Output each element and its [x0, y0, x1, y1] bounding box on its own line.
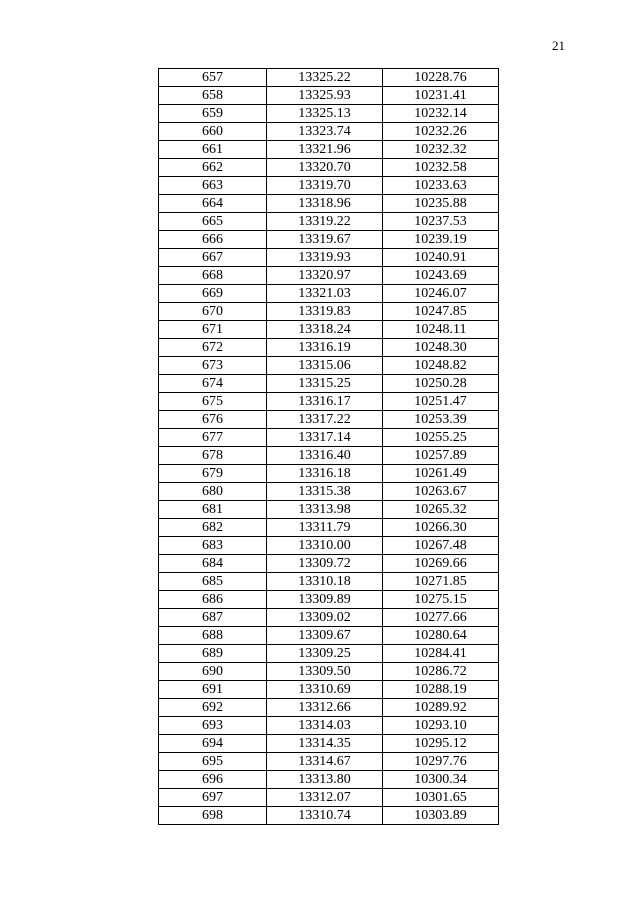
- y-coordinate-cell: 10232.32: [383, 141, 499, 159]
- table-row: [159, 177, 499, 195]
- x-coordinate-cell: 13325.93: [267, 87, 383, 105]
- point-number-cell: 681: [159, 501, 267, 519]
- x-coordinate-cell: 13325.22: [267, 69, 383, 87]
- table-row: [159, 573, 499, 591]
- point-number-cell: 684: [159, 555, 267, 573]
- point-number-cell: 692: [159, 699, 267, 717]
- table-row: [159, 141, 499, 159]
- x-coordinate-cell: 13314.67: [267, 753, 383, 771]
- table-row: [159, 411, 499, 429]
- x-coordinate-cell: 13309.25: [267, 645, 383, 663]
- y-coordinate-cell: 10266.30: [383, 519, 499, 537]
- point-number-cell: 682: [159, 519, 267, 537]
- table-row: [159, 375, 499, 393]
- point-number-cell: 674: [159, 375, 267, 393]
- y-coordinate-cell: 10301.65: [383, 789, 499, 807]
- point-number-cell: 693: [159, 717, 267, 735]
- y-coordinate-cell: 10231.41: [383, 87, 499, 105]
- y-coordinate-cell: 10297.76: [383, 753, 499, 771]
- table-row: [159, 699, 499, 717]
- x-coordinate-cell: 13316.40: [267, 447, 383, 465]
- table-row: [159, 69, 499, 87]
- point-number-cell: 687: [159, 609, 267, 627]
- x-coordinate-cell: 13319.22: [267, 213, 383, 231]
- point-number-cell: 690: [159, 663, 267, 681]
- table-row: [159, 645, 499, 663]
- x-coordinate-cell: 13323.74: [267, 123, 383, 141]
- x-coordinate-cell: 13310.69: [267, 681, 383, 699]
- x-coordinate-cell: 13317.14: [267, 429, 383, 447]
- point-number-cell: 665: [159, 213, 267, 231]
- y-coordinate-cell: 10257.89: [383, 447, 499, 465]
- y-coordinate-cell: 10235.88: [383, 195, 499, 213]
- point-number-cell: 695: [159, 753, 267, 771]
- table-row: [159, 339, 499, 357]
- point-number-cell: 686: [159, 591, 267, 609]
- point-number-cell: 662: [159, 159, 267, 177]
- point-number-cell: 660: [159, 123, 267, 141]
- table-row: [159, 483, 499, 501]
- y-coordinate-cell: 10248.30: [383, 339, 499, 357]
- y-coordinate-cell: 10233.63: [383, 177, 499, 195]
- y-coordinate-cell: 10232.14: [383, 105, 499, 123]
- y-coordinate-cell: 10248.82: [383, 357, 499, 375]
- point-number-cell: 661: [159, 141, 267, 159]
- point-number-cell: 678: [159, 447, 267, 465]
- table-row: [159, 807, 499, 825]
- point-number-cell: 675: [159, 393, 267, 411]
- y-coordinate-cell: 10263.67: [383, 483, 499, 501]
- point-number-cell: 691: [159, 681, 267, 699]
- point-number-cell: 664: [159, 195, 267, 213]
- table-row: [159, 303, 499, 321]
- y-coordinate-cell: 10237.53: [383, 213, 499, 231]
- table-row: [159, 501, 499, 519]
- point-number-cell: 658: [159, 87, 267, 105]
- y-coordinate-cell: 10289.92: [383, 699, 499, 717]
- table-row: [159, 519, 499, 537]
- table-row: [159, 555, 499, 573]
- point-number-cell: 697: [159, 789, 267, 807]
- x-coordinate-cell: 13316.17: [267, 393, 383, 411]
- table-row: [159, 195, 499, 213]
- y-coordinate-cell: 10293.10: [383, 717, 499, 735]
- y-coordinate-cell: 10232.26: [383, 123, 499, 141]
- x-coordinate-cell: 13321.96: [267, 141, 383, 159]
- table-row: [159, 753, 499, 771]
- point-number-cell: 657: [159, 69, 267, 87]
- table-row: [159, 231, 499, 249]
- y-coordinate-cell: 10253.39: [383, 411, 499, 429]
- table-row: [159, 537, 499, 555]
- table-row: [159, 447, 499, 465]
- y-coordinate-cell: 10303.89: [383, 807, 499, 825]
- y-coordinate-cell: 10240.91: [383, 249, 499, 267]
- x-coordinate-cell: 13319.83: [267, 303, 383, 321]
- point-number-cell: 663: [159, 177, 267, 195]
- y-coordinate-cell: 10280.64: [383, 627, 499, 645]
- x-coordinate-cell: 13315.06: [267, 357, 383, 375]
- y-coordinate-cell: 10255.25: [383, 429, 499, 447]
- x-coordinate-cell: 13319.70: [267, 177, 383, 195]
- x-coordinate-cell: 13312.66: [267, 699, 383, 717]
- point-number-cell: 679: [159, 465, 267, 483]
- x-coordinate-cell: 13315.38: [267, 483, 383, 501]
- table-row: [159, 321, 499, 339]
- x-coordinate-cell: 13309.89: [267, 591, 383, 609]
- table-row: [159, 213, 499, 231]
- point-number-cell: 683: [159, 537, 267, 555]
- point-number-cell: 666: [159, 231, 267, 249]
- coordinates-table-body: [159, 69, 499, 825]
- y-coordinate-cell: 10239.19: [383, 231, 499, 249]
- point-number-cell: 673: [159, 357, 267, 375]
- y-coordinate-cell: 10288.19: [383, 681, 499, 699]
- point-number-cell: 672: [159, 339, 267, 357]
- point-number-cell: 680: [159, 483, 267, 501]
- x-coordinate-cell: 13318.24: [267, 321, 383, 339]
- y-coordinate-cell: 10271.85: [383, 573, 499, 591]
- table-row: [159, 465, 499, 483]
- point-number-cell: 696: [159, 771, 267, 789]
- x-coordinate-cell: 13312.07: [267, 789, 383, 807]
- x-coordinate-cell: 13314.03: [267, 717, 383, 735]
- table-row: [159, 627, 499, 645]
- x-coordinate-cell: 13325.13: [267, 105, 383, 123]
- point-number-cell: 670: [159, 303, 267, 321]
- point-number-cell: 694: [159, 735, 267, 753]
- point-number-cell: 667: [159, 249, 267, 267]
- x-coordinate-cell: 13315.25: [267, 375, 383, 393]
- table-row: [159, 735, 499, 753]
- table-row: [159, 159, 499, 177]
- y-coordinate-cell: 10243.69: [383, 267, 499, 285]
- x-coordinate-cell: 13318.96: [267, 195, 383, 213]
- y-coordinate-cell: 10250.28: [383, 375, 499, 393]
- x-coordinate-cell: 13319.93: [267, 249, 383, 267]
- y-coordinate-cell: 10251.47: [383, 393, 499, 411]
- x-coordinate-cell: 13310.18: [267, 573, 383, 591]
- table-row: [159, 123, 499, 141]
- x-coordinate-cell: 13313.98: [267, 501, 383, 519]
- y-coordinate-cell: 10265.32: [383, 501, 499, 519]
- table-row: [159, 717, 499, 735]
- x-coordinate-cell: 13314.35: [267, 735, 383, 753]
- x-coordinate-cell: 13320.70: [267, 159, 383, 177]
- y-coordinate-cell: 10284.41: [383, 645, 499, 663]
- y-coordinate-cell: 10248.11: [383, 321, 499, 339]
- x-coordinate-cell: 13317.22: [267, 411, 383, 429]
- table-row: [159, 393, 499, 411]
- point-number-cell: 659: [159, 105, 267, 123]
- x-coordinate-cell: 13310.74: [267, 807, 383, 825]
- point-number-cell: 689: [159, 645, 267, 663]
- table-row: [159, 267, 499, 285]
- coordinates-table: [158, 68, 499, 825]
- y-coordinate-cell: 10232.58: [383, 159, 499, 177]
- x-coordinate-cell: 13313.80: [267, 771, 383, 789]
- y-coordinate-cell: 10300.34: [383, 771, 499, 789]
- table-row: [159, 681, 499, 699]
- y-coordinate-cell: 10267.48: [383, 537, 499, 555]
- point-number-cell: 669: [159, 285, 267, 303]
- x-coordinate-cell: 13316.18: [267, 465, 383, 483]
- y-coordinate-cell: 10246.07: [383, 285, 499, 303]
- x-coordinate-cell: 13309.50: [267, 663, 383, 681]
- point-number-cell: 698: [159, 807, 267, 825]
- y-coordinate-cell: 10261.49: [383, 465, 499, 483]
- x-coordinate-cell: 13310.00: [267, 537, 383, 555]
- x-coordinate-cell: 13309.72: [267, 555, 383, 573]
- table-row: [159, 87, 499, 105]
- point-number-cell: 688: [159, 627, 267, 645]
- y-coordinate-cell: 10275.15: [383, 591, 499, 609]
- point-number-cell: 671: [159, 321, 267, 339]
- table-row: [159, 249, 499, 267]
- x-coordinate-cell: 13309.02: [267, 609, 383, 627]
- y-coordinate-cell: 10269.66: [383, 555, 499, 573]
- table-row: [159, 663, 499, 681]
- x-coordinate-cell: 13311.79: [267, 519, 383, 537]
- x-coordinate-cell: 13309.67: [267, 627, 383, 645]
- table-row: [159, 357, 499, 375]
- y-coordinate-cell: 10228.76: [383, 69, 499, 87]
- y-coordinate-cell: 10247.85: [383, 303, 499, 321]
- table-row: [159, 789, 499, 807]
- table-row: [159, 285, 499, 303]
- y-coordinate-cell: 10295.12: [383, 735, 499, 753]
- y-coordinate-cell: 10277.66: [383, 609, 499, 627]
- table-row: [159, 609, 499, 627]
- y-coordinate-cell: 10286.72: [383, 663, 499, 681]
- x-coordinate-cell: 13320.97: [267, 267, 383, 285]
- page-number: 21: [552, 38, 565, 53]
- x-coordinate-cell: 13316.19: [267, 339, 383, 357]
- table-row: [159, 771, 499, 789]
- point-number-cell: 677: [159, 429, 267, 447]
- table-row: [159, 429, 499, 447]
- point-number-cell: 668: [159, 267, 267, 285]
- point-number-cell: 685: [159, 573, 267, 591]
- table-row: [159, 105, 499, 123]
- table-row: [159, 591, 499, 609]
- point-number-cell: 676: [159, 411, 267, 429]
- x-coordinate-cell: 13321.03: [267, 285, 383, 303]
- x-coordinate-cell: 13319.67: [267, 231, 383, 249]
